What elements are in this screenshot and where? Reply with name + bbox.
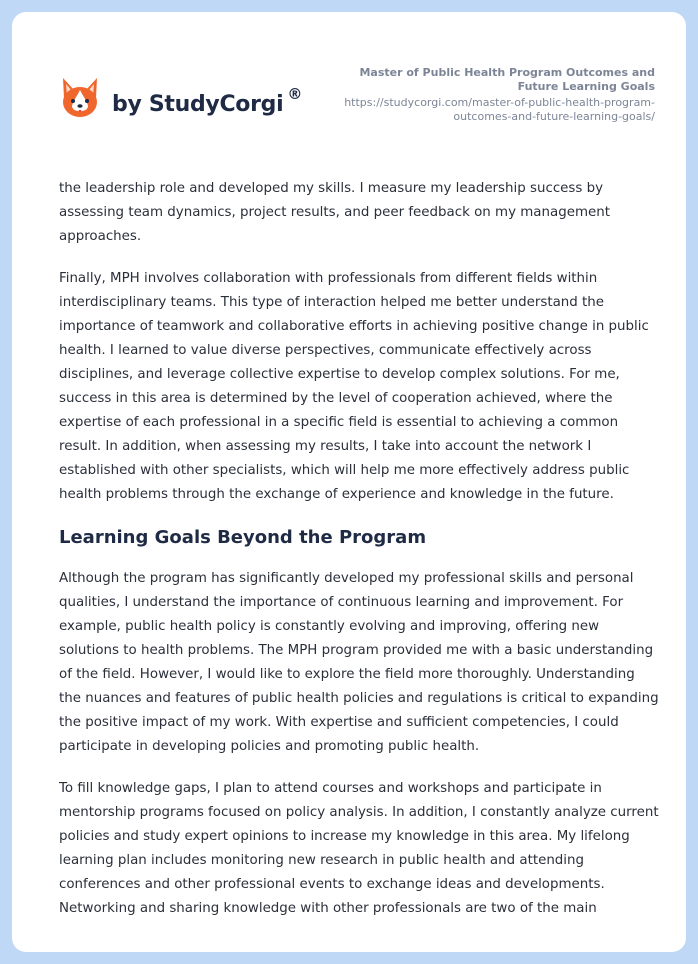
studycorgi-logo[interactable] <box>60 76 302 120</box>
brand-name: by StudyCorgi ® <box>112 85 303 117</box>
document-body <box>59 177 659 939</box>
document-meta <box>325 66 655 124</box>
document-page <box>12 12 686 952</box>
corgi-logo-icon <box>60 76 100 120</box>
page-header <box>12 12 686 152</box>
section-heading: Learning Goals Beyond the Program <box>59 527 427 548</box>
registered-mark: ® <box>287 85 303 103</box>
paragraph-2: Finally, MPH involves collaboration with professionals from different fields within interdisciplinary teams. This type of interaction helped me better understand the importance of teamwork and collaborative efforts in achieving positive change in public health. I learned to value diverse perspectives, communicate effectively across disciplines, and leverage collective expertise to develop complex solutions. For me, success in this area is determined by the level of cooperation achieved, where the expertise of each professional in a specific field is essential to achieving a common result. In addition, when assessing my results, I take into account the network I established with other specialists, which will help me more effectively address public health problems through the exchange of experience and knowledge in the future. <box>59 271 649 502</box>
paragraph-4: To fill knowledge gaps, I plan to attend courses and workshops and participate in mentorship programs focused on policy analysis. In addition, I constantly analyze current policies and study expert opinions to increase my knowledge in this area. My lifelong learning plan includes monitoring new research in public health and attending conferences and other professional events to exchange ideas and developments. Networking and sharing knowledge with other professionals are two of the main <box>59 781 659 916</box>
document-title: Master of Public Health Program Outcomes and Future Learning Goals <box>359 66 655 93</box>
document-url[interactable]: https://studycorgi.com/master-of-public-health-program-outcomes-and-future-learning-goals/ <box>344 96 655 123</box>
paragraph-3: Although the program has significantly developed my professional skills and personal qualities, I understand the importance of continuous learning and improvement. For example, public health policy is constantly evolving and improving, offering new solutions to health problems. The MPH program provided me with a basic understanding of the field. However, I would like to explore the field more thoroughly. Understanding the nuances and features of public health policies and regulations is critical to expanding the positive impact of my work. With expertise and sufficient competencies, I could participate in developing policies and promoting public health. <box>59 571 659 754</box>
paragraph-1: the leadership role and developed my skills. I measure my leadership success by assessing team dynamics, project results, and peer feedback on my management approaches. <box>59 181 610 244</box>
